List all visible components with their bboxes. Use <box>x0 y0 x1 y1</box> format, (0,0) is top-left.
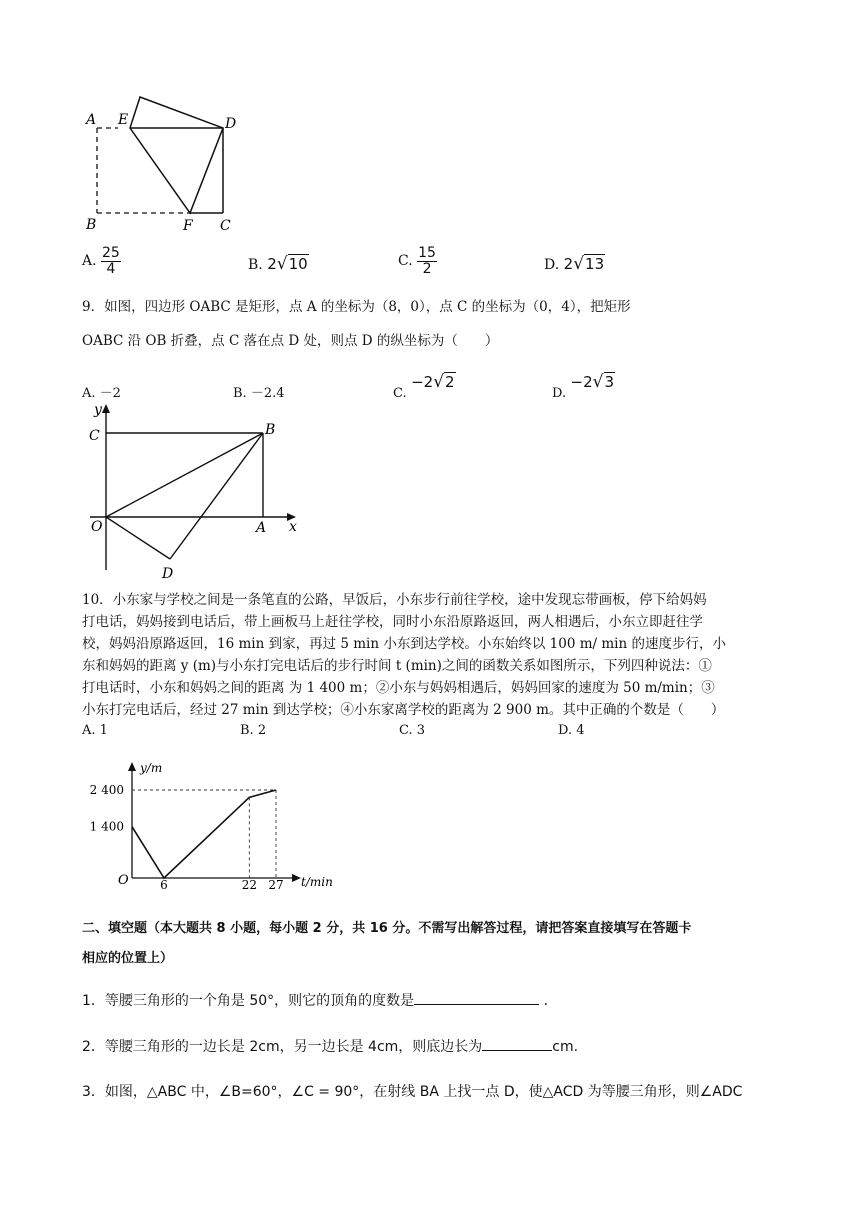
q10-text-line4: 东和妈妈的距离 y (m)与小东打完电话后的步行时间 t (min)之间的函数关系如图所示，下列四种说法：① <box>82 658 712 674</box>
q10-chart <box>80 756 350 896</box>
q10-text-line5: 打电话时，小东和妈妈之间的距离 为 1 400 m；②小东与妈妈相遇后，妈妈回家的速度为 50 m/min；③ <box>82 680 715 696</box>
x-axis-label: t/min <box>301 875 333 889</box>
y-axis-arrow <box>128 762 136 771</box>
q9-option-c[interactable]: C. −2√2 <box>393 372 455 401</box>
q9-figure <box>80 400 310 582</box>
q9-option-b[interactable]: B. －2.4 <box>233 386 285 401</box>
q9-text-line2: OABC 沿 OB 折叠，点 C 落在点 D 处，则点 D 的纵坐标为（ ） <box>82 333 499 349</box>
q9-option-d[interactable]: D. −2√3 <box>552 372 615 401</box>
y-axis-label: y/m <box>140 761 163 775</box>
section2-heading-line2: 相应的位置上） <box>82 951 174 966</box>
q8-label-d: D <box>225 116 237 132</box>
series-line <box>132 790 276 878</box>
x-tick-label: 27 <box>268 878 284 892</box>
q10-text-line1: 10．小东家与学校之间是一条笔直的公路，早饭后，小东步行前往学校，途中发现忘带画板，停下给妈妈 <box>82 592 707 608</box>
x-tick-label: 22 <box>241 878 257 892</box>
fill-question-3: 3．如图，△ABC 中，∠B=60°，∠C = 90°，在射线 BA 上找一点 D，使△ACD 为等腰三角形，则∠ADC <box>82 1084 743 1100</box>
q9-label-y: y <box>94 402 102 418</box>
radical: 2√10 <box>267 254 308 274</box>
fill-question-1: 1．等腰三角形的一个角是 50°，则它的顶角的度数是 ． <box>82 990 558 1010</box>
radical: −2√3 <box>570 372 615 392</box>
q10-text-line3: 校，妈妈沿原路返回，16 min 到家，再过 5 min 小东到达学校。小东始终以 100 m/ min 的速度步行，小 <box>82 636 726 652</box>
q8-label-e: E <box>118 112 129 128</box>
fraction: $\frac{15}{2}$ <box>418 245 436 277</box>
option-label: C. <box>398 253 413 270</box>
q9-label-d: D <box>162 566 174 582</box>
q9-label-o: O <box>91 519 103 535</box>
q8-option-d[interactable] <box>544 254 605 274</box>
fraction: $\frac{25}{4}$ <box>102 245 120 277</box>
q8-label-c: C <box>220 218 231 234</box>
answer-blank-1[interactable] <box>414 990 539 1005</box>
radical: 2√13 <box>563 254 605 274</box>
x-tick-label: 6 <box>160 878 168 892</box>
radical: −2√2 <box>411 372 455 392</box>
q9-label-x: x <box>289 519 297 535</box>
q9-label-c: C <box>89 428 100 444</box>
q9-label-a: A <box>256 520 267 536</box>
option-label: B. <box>248 257 263 273</box>
x-axis-arrow <box>292 874 301 882</box>
q8-label-b: B <box>86 217 97 233</box>
option-label: D. <box>544 257 560 273</box>
y-tick-label: 1 400 <box>89 819 124 834</box>
q8-figure <box>80 92 250 237</box>
answer-blank-2[interactable] <box>482 1036 552 1051</box>
q9-label-b: B <box>265 422 276 438</box>
fill-question-2: 2．等腰三角形的一边长是 2cm，另一边长是 4cm，则底边长为 cm. <box>82 1036 578 1056</box>
origin-label: O <box>118 873 129 888</box>
q10-option-d[interactable]: D. 4 <box>558 723 585 738</box>
q8-label-f: F <box>183 218 193 234</box>
q10-text-line2: 打电话，妈妈接到电话后，带上画板马上赶往学校，同时小东沿原路返回，两人相遇后，小东立即赶往学 <box>82 614 703 630</box>
q10-option-c[interactable]: C. 3 <box>399 723 426 738</box>
q8-option-a[interactable] <box>82 246 121 276</box>
q10-text-line6: 小东打完电话后，经过 27 min 到达学校；④小东家离学校的距离为 2 900 m。其中正确的个数是（ ） <box>82 702 725 718</box>
q10-option-b[interactable]: B. 2 <box>240 723 267 738</box>
q9-option-a[interactable]: A. －2 <box>82 386 121 401</box>
section2-heading-line1: 二、填空题（本大题共 8 小题，每小题 2 分，共 16 分。不需写出解答过程，请把答案直接填写在答题卡 <box>82 921 692 936</box>
q8-option-c[interactable] <box>398 246 437 276</box>
option-label: A. <box>82 253 97 270</box>
q9-text-line1: 9．如图，四边形 OABC 是矩形，点 A 的坐标为（8，0），点 C 的坐标为（0，4），把矩形 <box>82 299 631 315</box>
q10-option-a[interactable]: A. 1 <box>82 723 108 738</box>
q8-label-a: A <box>86 112 97 128</box>
q8-option-b[interactable] <box>248 254 309 274</box>
y-tick-label: 2 400 <box>89 783 124 797</box>
